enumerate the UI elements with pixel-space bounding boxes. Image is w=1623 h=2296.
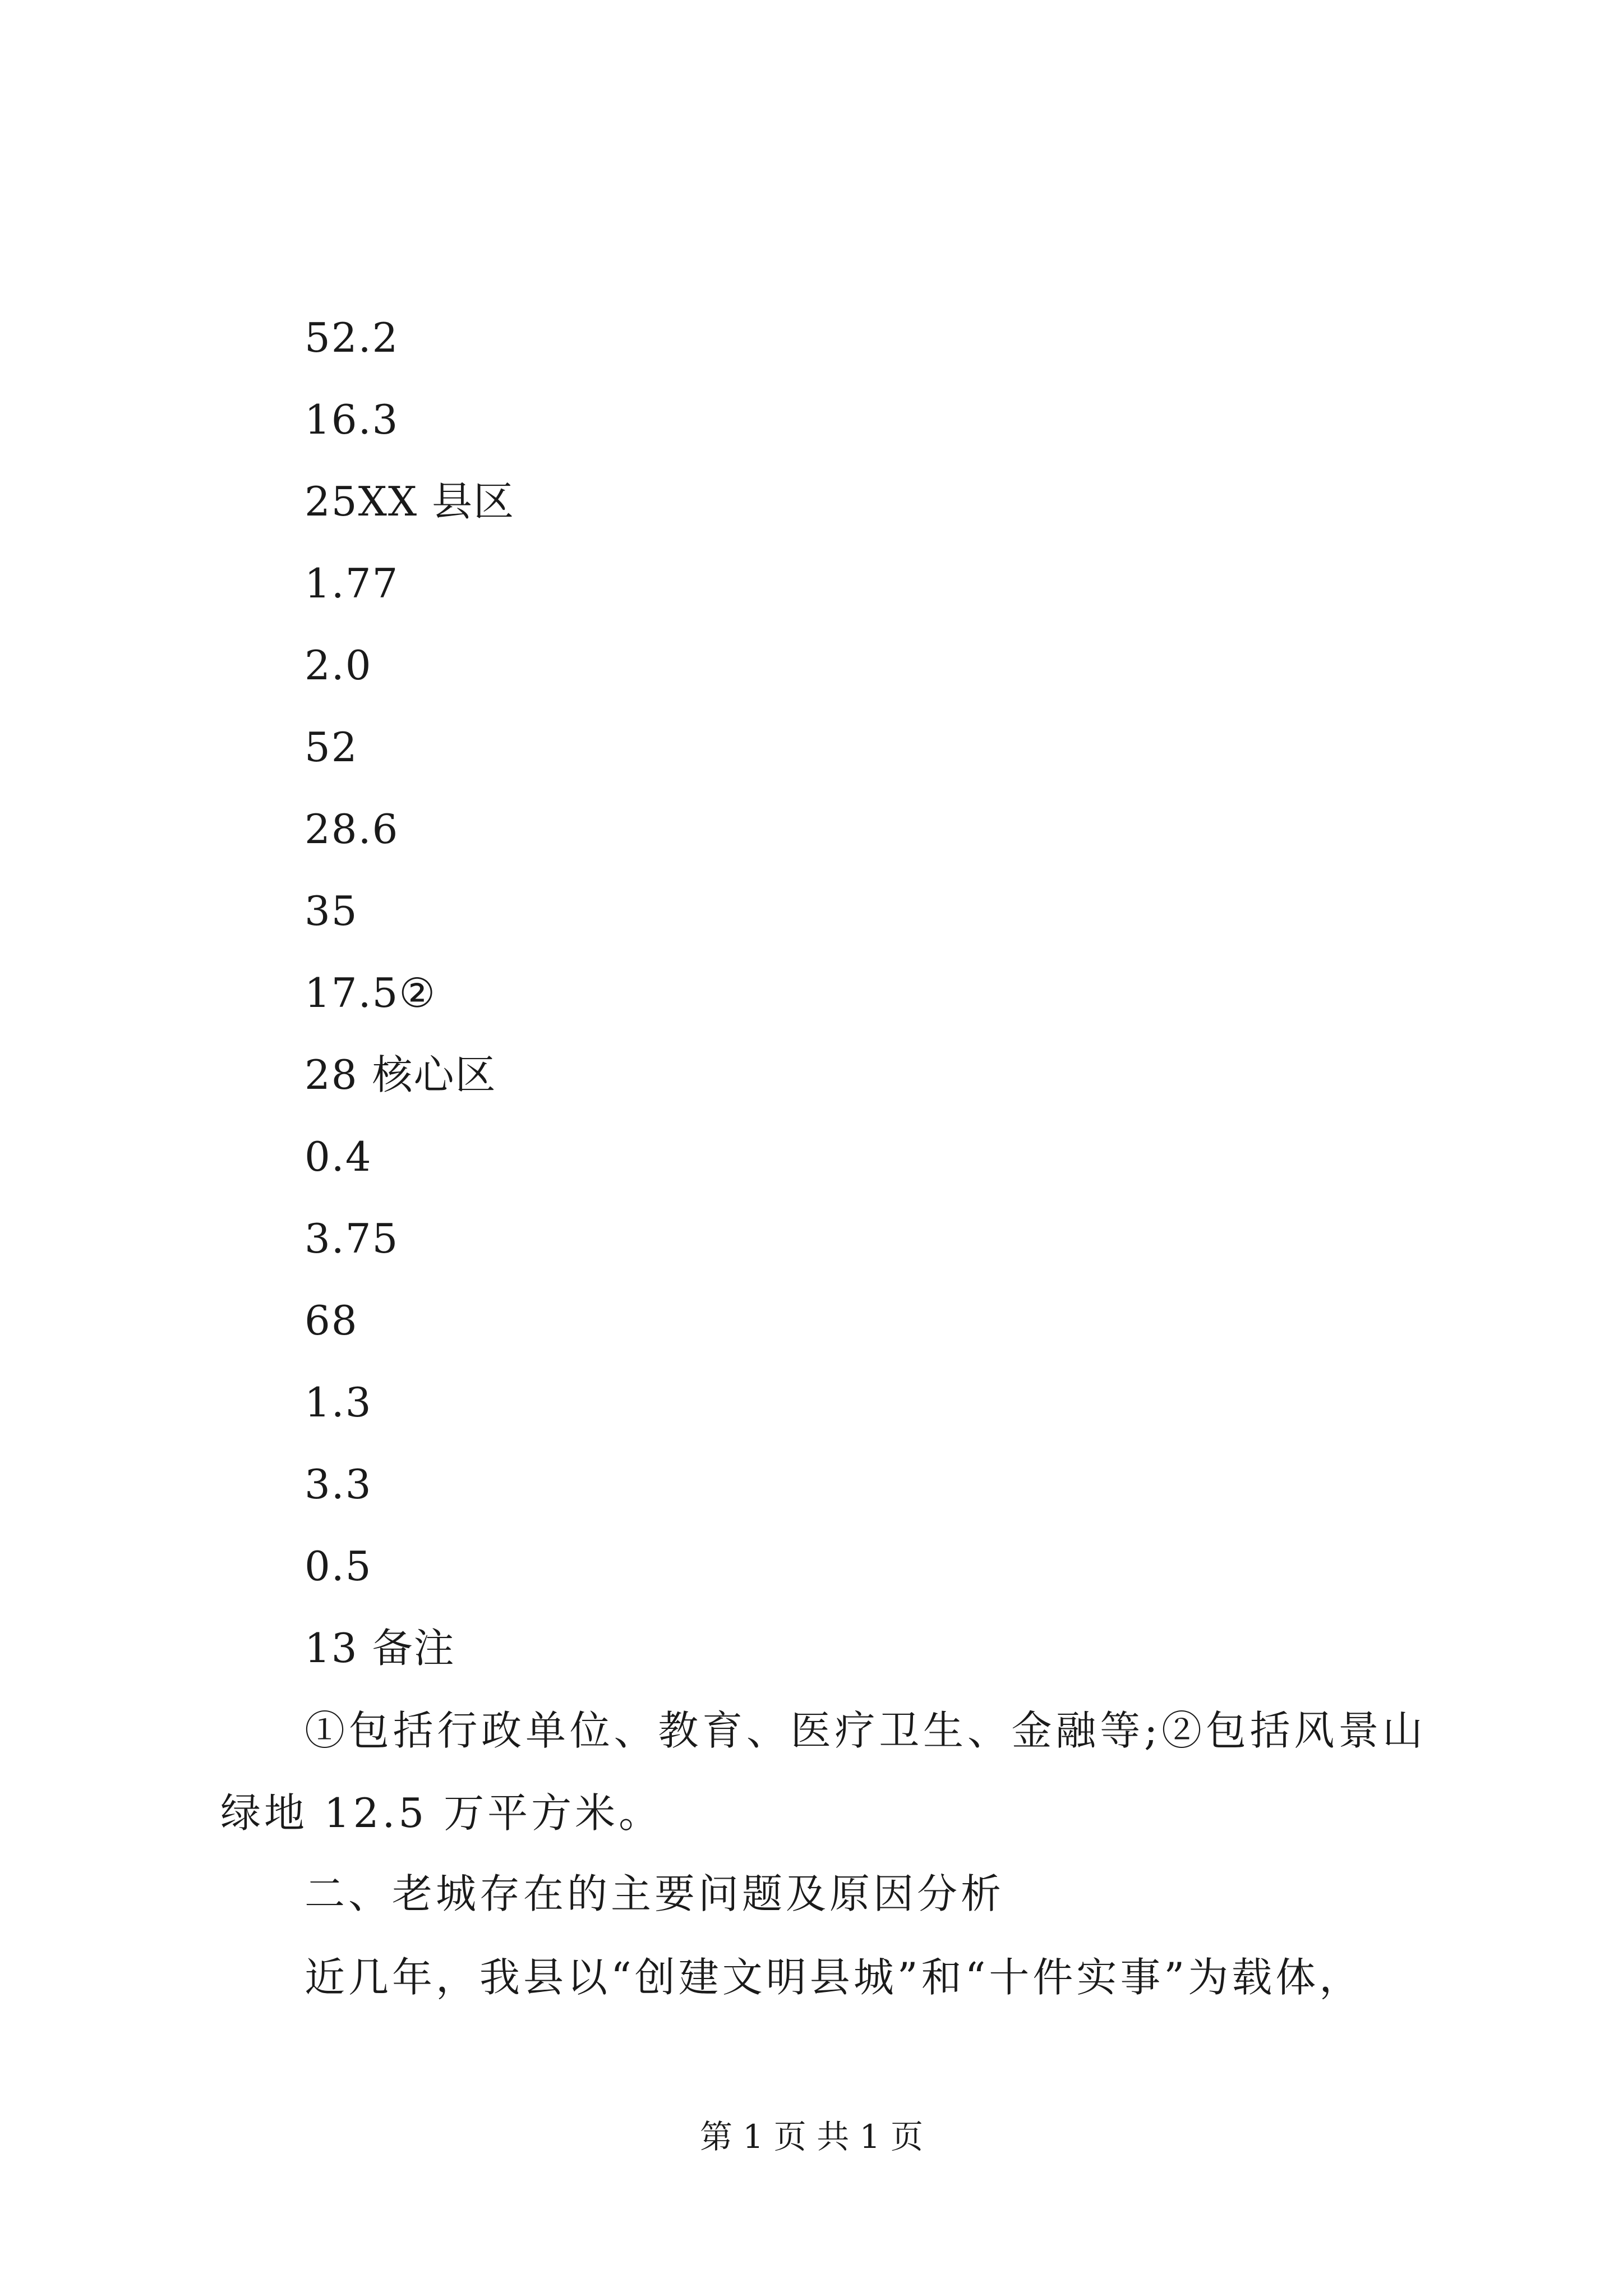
- value-line-10: 28 核心区: [305, 1051, 497, 1098]
- value-line-17: 13 备注: [305, 1625, 455, 1672]
- value-line-4: 1.77: [305, 560, 399, 607]
- value-line-13: 68: [305, 1297, 358, 1344]
- value-line-9: 17.5②: [305, 969, 436, 1016]
- value-line-8: 35: [305, 887, 358, 935]
- value-line-11: 0.4: [305, 1133, 372, 1180]
- value-line-2: 16.3: [305, 396, 399, 443]
- value-line-14: 1.3: [305, 1379, 372, 1426]
- value-line-3: 25XX 县区: [305, 478, 515, 525]
- value-line-16: 0.5: [305, 1543, 372, 1590]
- value-line-5: 2.0: [305, 642, 372, 689]
- body-paragraph: 近几年，我县以“创建文明县城”和“十件实事”为载体，: [305, 1954, 1363, 2001]
- value-line-1: 52.2: [305, 314, 399, 361]
- value-line-15: 3.3: [305, 1461, 372, 1508]
- value-line-12: 3.75: [305, 1215, 399, 1262]
- value-line-6: 52: [305, 724, 358, 771]
- note-paragraph: ①包括行政单位、教育、医疗卫生、金融等;②包括风景山绿地 12.5 万平方米。: [220, 1707, 1426, 1837]
- value-line-7: 28.6: [305, 806, 399, 853]
- section-heading: 二、老城存在的主要问题及原因分析: [305, 1870, 1005, 1917]
- page-footer: 第 1 页 共 1 页: [700, 2118, 923, 2156]
